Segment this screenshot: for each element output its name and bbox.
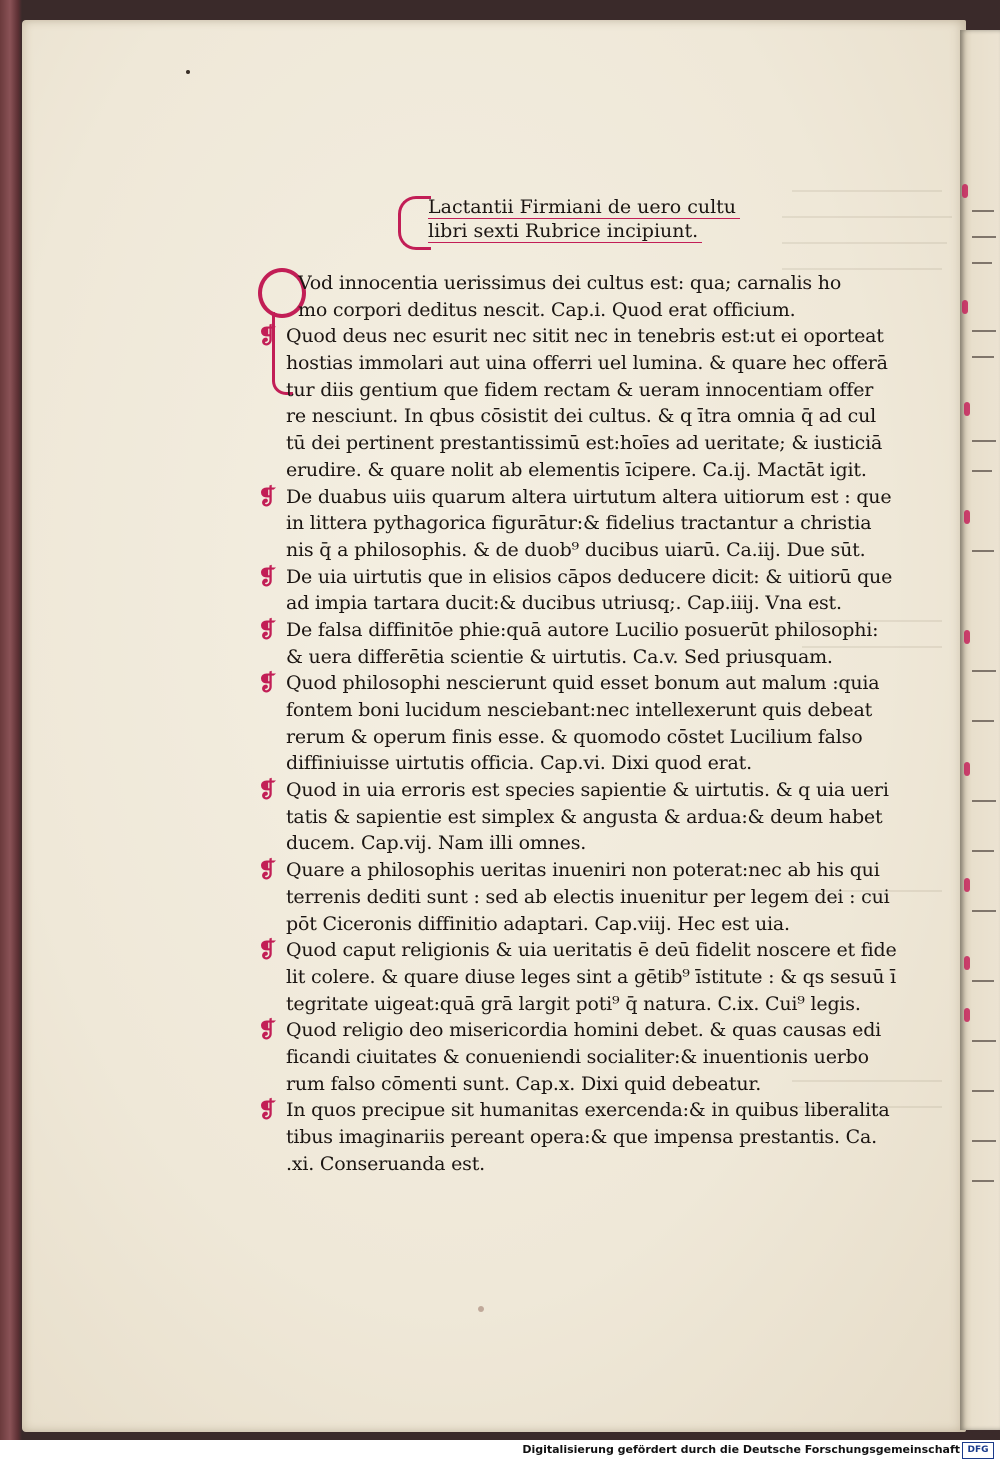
rubric-mark	[964, 878, 970, 892]
ink-line	[972, 910, 996, 912]
ink-line	[972, 236, 996, 238]
show-through-line	[782, 216, 952, 218]
paragraph-mark-icon: ❡	[258, 670, 277, 697]
text-line: tū dei pertinent prestantissimū est:hoīes ad ueritate; & iusticiā	[286, 432, 883, 455]
rubric-mark	[964, 402, 970, 416]
text-line: in littera pythagorica figurātur:& fidelius tractantur a christia	[286, 512, 872, 535]
paragraph-mark-icon: ❡	[258, 563, 277, 590]
text-line: nis q̄ a philosophis. & de duob⁹ ducibus uiarū. Ca.iij. Due sūt.	[286, 538, 866, 561]
chapter-entry	[258, 670, 880, 777]
text-line: ducem. Cap.vij. Nam illi omnes.	[286, 832, 587, 855]
text-line: Quod philosophi nescierunt quid esset bonum aut malum :quia	[286, 672, 880, 695]
text-line: rum falso cōmenti sunt. Cap.x. Dixi quid debeatur.	[286, 1072, 762, 1095]
ink-line	[972, 980, 994, 982]
dfg-logo: DFG	[962, 1442, 994, 1459]
text-line: Quare a philosophis ueritas inueniri non poterat:nec ab his qui	[286, 859, 880, 882]
text-line: erudire. & quare nolit ab elementis īcipere. Ca.ij. Mactāt igit.	[286, 458, 867, 481]
text-line: Quod deus nec esurit nec sitit nec in tenebris est:ut ei oporteat	[286, 325, 884, 348]
ink-line	[972, 1140, 996, 1142]
text-line: De duabus uiis quarum altera uirtutum altera uitiorum est : que	[286, 485, 892, 508]
chapter-entry	[258, 483, 892, 564]
ink-line	[972, 470, 992, 472]
paragraph-mark-icon: ❡	[258, 777, 277, 804]
rubric-mark	[964, 762, 970, 776]
text-line: ad impia tartara ducit:& ducibus utriusq;. Cap.iiij. Vna est.	[286, 592, 842, 615]
rubric-mark	[964, 1008, 970, 1022]
rubric-heading	[398, 196, 737, 246]
chapter-entry	[258, 616, 879, 670]
ink-line	[972, 330, 996, 332]
rubric-mark	[964, 510, 970, 524]
text-line: lit colere. & quare diuse leges sint a gētib⁹ īstitute : & qs sesuū ī	[286, 965, 896, 988]
paragraph-mark-icon: ❡	[258, 1017, 277, 1044]
ink-line	[972, 262, 992, 264]
text-line: terrenis dediti sunt : sed ab electis inuenitur per legem dei : cui	[286, 885, 890, 908]
chapter-entry	[258, 563, 893, 617]
text-line: & uera differētia scientie & uirtutis. Ca.v. Sed priusquam.	[286, 645, 833, 668]
ink-line	[972, 800, 996, 802]
chapter-entry	[258, 1017, 882, 1097]
heading-line: Lactantii Firmiani de uero cultu	[428, 196, 740, 219]
ink-line	[972, 550, 994, 552]
ink-line	[972, 440, 996, 442]
chapter-entry	[286, 270, 846, 323]
ink-line	[972, 1090, 994, 1092]
text-line: Quod in uia erroris est species sapientie & uirtutis. & q uia ueri	[286, 779, 889, 802]
chapter-entry	[258, 1097, 890, 1177]
chapter-entry	[258, 777, 889, 857]
next-page-edge	[960, 30, 1000, 1430]
text-line: In quos precipue sit humanitas exercenda:& in quibus liberalita	[286, 1099, 890, 1122]
ink-speck	[186, 70, 190, 74]
text-line: De uia uirtutis que in elisios cāpos deducere dicit: & uitiorū que	[286, 565, 893, 588]
text-line: Vod innocentia uerissimus dei cultus est: qua; carnalis ho	[298, 272, 842, 294]
ink-line	[972, 670, 996, 672]
show-through-line	[792, 190, 942, 192]
text-line: tur diis gentium que fidem rectam & ueram innocentiam offer	[286, 378, 874, 401]
funding-credit: Digitalisierung gefördert durch die Deutsche Forschungsgemeinschaft	[522, 1443, 960, 1456]
chapter-list	[258, 270, 897, 1177]
ink-line	[972, 210, 994, 212]
ink-line	[972, 1040, 996, 1042]
rubric-mark	[962, 300, 968, 314]
ink-line	[972, 850, 994, 852]
paragraph-mark-icon: ❡	[258, 937, 277, 964]
text-line: fontem boni lucidum nesciebant:nec intellexerunt quis debeat	[286, 699, 873, 721]
footer-bar	[0, 1440, 1000, 1460]
chapter-entry	[258, 323, 888, 483]
text-line: pōt Ciceronis diffinitio adaptari. Cap.viij. Hec est uia.	[286, 912, 790, 935]
text-line: mo corpori deditus nescit. Cap.i. Quod erat officium.	[298, 298, 796, 321]
ink-line	[972, 720, 994, 722]
text-line: diffiniuisse uirtutis officia. Cap.vi. Dixi quod erat.	[286, 752, 752, 775]
text-line: tatis & sapientie est simplex & angusta & ardua:& deum habet	[286, 805, 883, 828]
ink-line	[972, 356, 994, 358]
rubric-mark	[964, 956, 970, 970]
text-line: rerum & operum finis esse. & quomodo cōstet Lucilium falso	[286, 725, 863, 748]
text-line: .xi. Conseruanda est.	[286, 1152, 486, 1175]
chapter-entry	[258, 937, 897, 1017]
text-line: Quod caput religionis & uia ueritatis ē deū fidelit noscere et fide	[286, 939, 897, 962]
rubric-mark	[962, 184, 968, 198]
text-line: ficandi ciuitates & conueniendi socialiter:& inuentionis uerbo	[286, 1045, 869, 1068]
paragraph-mark-icon: ❡	[258, 483, 277, 510]
text-line: tegritate uigeat:quā grā largit poti⁹ q̄ natura. C.ix. Cui⁹ legis.	[286, 992, 861, 1015]
text-line: hostias immolari aut uina offerri uel lumina. & quare hec offerā	[286, 352, 888, 375]
rubric-mark	[964, 630, 970, 644]
ink-line	[972, 1180, 994, 1182]
paragraph-mark-icon: ❡	[258, 1097, 277, 1124]
text-line: re nesciunt. In qbus cōsistit dei cultus. & q ītra omnia q̄ ad cul	[286, 405, 876, 428]
ink-speck	[478, 1306, 484, 1312]
text-line: De falsa diffinitōe phie:quā autore Lucilio posuerūt philosophi:	[286, 618, 879, 641]
paragraph-mark-icon: ❡	[258, 857, 277, 884]
show-through-line	[782, 242, 947, 244]
heading-initial-decoration	[398, 196, 431, 250]
text-line: tibus imaginariis pereant opera:& que impensa prestantis. Ca.	[286, 1126, 877, 1148]
chapter-entry	[258, 857, 890, 937]
heading-line: libri sexti Rubrice incipiunt.	[428, 220, 702, 243]
paragraph-mark-icon: ❡	[258, 323, 277, 350]
paragraph-mark-icon: ❡	[258, 616, 277, 643]
text-line: Quod religio deo misericordia homini debet. & quas causas edi	[286, 1019, 882, 1042]
